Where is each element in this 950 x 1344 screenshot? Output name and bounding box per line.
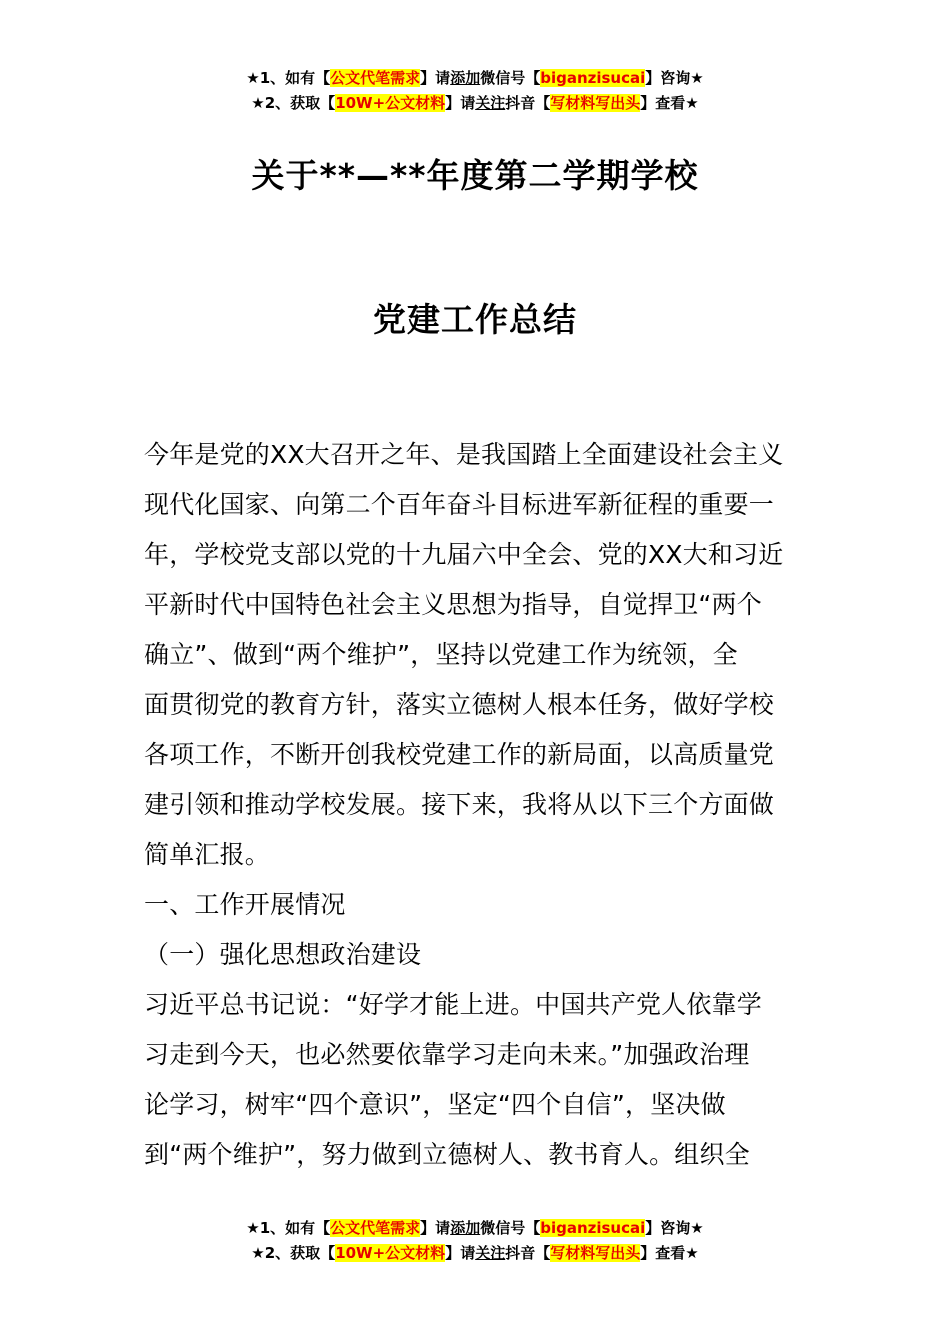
document-title-line-1: 关于**—**年度第二学期学校 [251,156,699,195]
highlight-douyin: 写材料写出头 [550,94,641,112]
body-line: 年，学校党支部以党的十九届六中全会、党的XX大和习近 [144,540,784,569]
body-line: 简单汇报。 [144,840,271,869]
promo-line-1: ★1、如有【公文代笔需求】请添加微信号【biganzisucai】咨询★ [246,1219,704,1237]
body-line: 平新时代中国特色社会主义思想为指导，自觉捍卫“两个 [144,590,762,619]
body-line: 习走到今天，也必然要依靠学习走向未来。”加强政治理 [144,1040,750,1069]
highlight-materials: 10W+公文材料 [335,94,446,112]
promo-line-1: ★1、如有【公文代笔需求】请添加微信号【biganzisucai】咨询★ [246,69,704,87]
body-line: 各项工作，不断开创我校党建工作的新局面，以高质量党 [144,740,775,769]
body-line: 到“两个维护”，努力做到立德树人、教书育人。组织全 [144,1140,750,1169]
footer-promo-banner [0,1216,950,1266]
highlight-douyin: 写材料写出头 [550,1244,641,1262]
highlight-service: 公文代笔需求 [330,1219,421,1237]
highlight-wechat-id: biganzisucai [540,1219,646,1237]
document-title-line-2: 党建工作总结 [373,300,577,339]
body-line: 确立”、做到“两个维护”，坚持以党建工作为统领，全 [144,640,738,669]
promo-line-2: ★2、获取【10W+公文材料】请关注抖音【写材料写出头】查看★ [251,1244,699,1262]
highlight-service: 公文代笔需求 [330,69,421,87]
section-heading: 一、工作开展情况 [144,890,346,919]
promo-line-2: ★2、获取【10W+公文材料】请关注抖音【写材料写出头】查看★ [251,94,699,112]
body-line: 现代化国家、向第二个百年奋斗目标进军新征程的重要一 [144,490,775,519]
header-promo-banner [0,66,950,116]
document-body [144,430,810,1180]
body-line: 论学习，树牢“四个意识”，坚定“四个自信”，坚决做 [144,1090,726,1119]
body-line: 习近平总书记说：“好学才能上进。中国共产党人依靠学 [144,990,762,1019]
body-line: 面贯彻党的教育方针，落实立德树人根本任务，做好学校 [144,690,775,719]
highlight-wechat-id: biganzisucai [540,69,646,87]
highlight-materials: 10W+公文材料 [335,1244,446,1262]
subsection-heading: （一）强化思想政治建设 [144,940,422,969]
body-line: 建引领和推动学校发展。接下来，我将从以下三个方面做 [144,790,775,819]
body-line: 今年是党的XX大召开之年、是我国踏上全面建设社会主义 [144,440,784,469]
